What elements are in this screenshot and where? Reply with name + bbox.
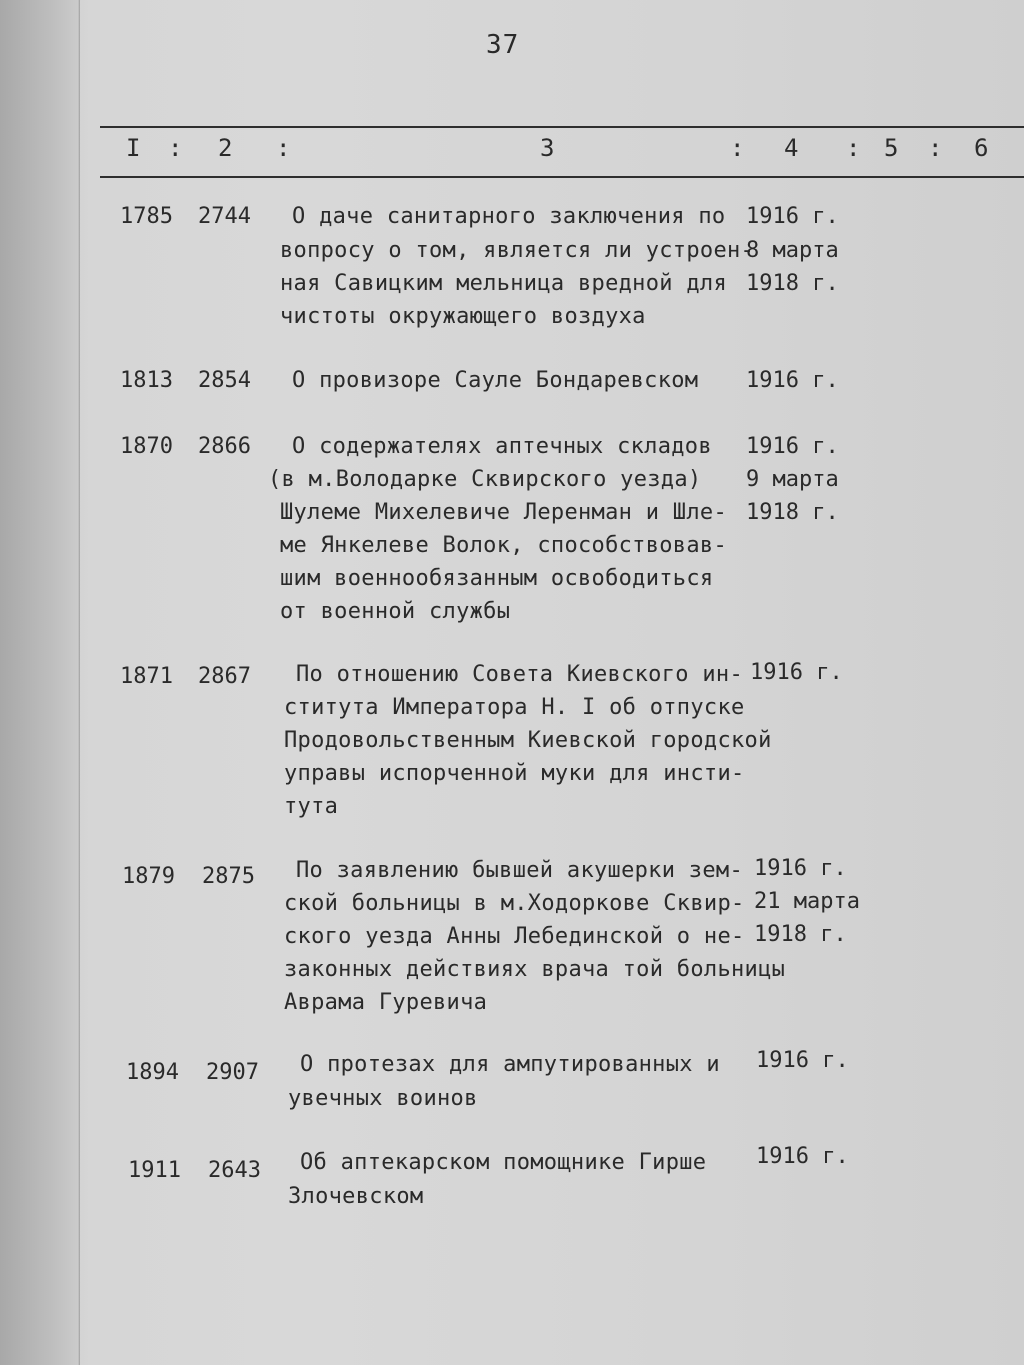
description-line: тута [284,794,339,819]
header-col-5: 5 [884,134,899,162]
date-line: 8 марта [746,238,839,263]
description-line: О протезах для ампутированных и [300,1052,720,1077]
date-line: 9 марта [746,467,839,492]
description-line: ститута Императора Н. I об отпуске [284,695,745,720]
description-line: чистоты окружающего воздуха [280,304,646,329]
date-line: 1916 г. [756,1048,849,1073]
description-line: Злочевском [288,1184,424,1209]
record-number-2: 2866 [198,434,251,459]
record-number-1: 1894 [126,1060,179,1085]
description-line: По отношению Совета Киевского ин- [296,662,743,687]
record-number-2: 2744 [198,204,251,229]
record-number-1: 1813 [120,368,173,393]
description-line: управы испорченной муки для инсти- [284,761,745,786]
description-line: ме Янкелеве Волок, способствовав- [280,533,727,558]
record-number-2: 2867 [198,664,251,689]
description-line: ского уезда Анны Лебединской о не- [284,924,745,949]
record-number-1: 1879 [122,864,175,889]
description-line: О даче санитарного заключения по [292,204,726,229]
date-line: 1918 г. [746,500,839,525]
date-line: 1916 г. [754,856,847,881]
header-top-rule [100,126,1024,128]
record-number-2: 2907 [206,1060,259,1085]
description-line: О провизоре Сауле Бондаревском [292,368,699,393]
record-number-1: 1871 [120,664,173,689]
date-line: 1916 г. [746,434,839,459]
record-number-2: 2875 [202,864,255,889]
header-col-6: 6 [974,134,989,162]
header-separator: : [846,134,861,162]
description-line: от военной службы [280,599,511,624]
description-line: По заявлению бывшей акушерки зем- [296,858,743,883]
description-line: Продовольственным Киевской городской [284,728,772,753]
header-col-3: 3 [540,134,555,162]
header-separator: : [928,134,943,162]
header-separator: : [276,134,291,162]
description-line: увечных воинов [288,1086,478,1111]
date-line: 1916 г. [746,368,839,393]
date-line: 1916 г. [750,660,843,685]
header-separator: : [730,134,745,162]
description-line: вопросу о том, является ли устроен- [280,238,755,263]
description-line: шим военнообязанным освободиться [280,566,714,591]
header-bottom-rule [100,176,1024,178]
page-binding-edge [0,0,80,1365]
header-col-4: 4 [784,134,799,162]
record-number-1: 1870 [120,434,173,459]
date-line: 1916 г. [746,204,839,229]
header-col-1: I [126,134,141,162]
description-line: (в м.Володарке Сквирского уезда) [268,467,702,492]
date-line: 1918 г. [746,271,839,296]
description-line: ской больницы в м.Ходоркове Сквир- [284,891,745,916]
description-line: ная Савицким мельница вредной для [280,271,727,296]
description-line: Аврама Гуревича [284,990,488,1015]
record-number-2: 2854 [198,368,251,393]
date-line: 1916 г. [756,1144,849,1169]
header-col-2: 2 [218,134,233,162]
description-line: Шулеме Михелевиче Леренман и Шле- [280,500,727,525]
description-line: Об аптекарском помощнике Гирше [300,1150,707,1175]
description-line: законных действиях врача той больницы [284,957,786,982]
record-number-2: 2643 [208,1158,261,1183]
record-number-1: 1785 [120,204,173,229]
header-separator: : [168,134,183,162]
date-line: 21 марта [754,889,860,914]
date-line: 1918 г. [754,922,847,947]
record-number-1: 1911 [128,1158,181,1183]
page-number: 37 [486,30,520,60]
description-line: О содержателях аптечных складов [292,434,712,459]
